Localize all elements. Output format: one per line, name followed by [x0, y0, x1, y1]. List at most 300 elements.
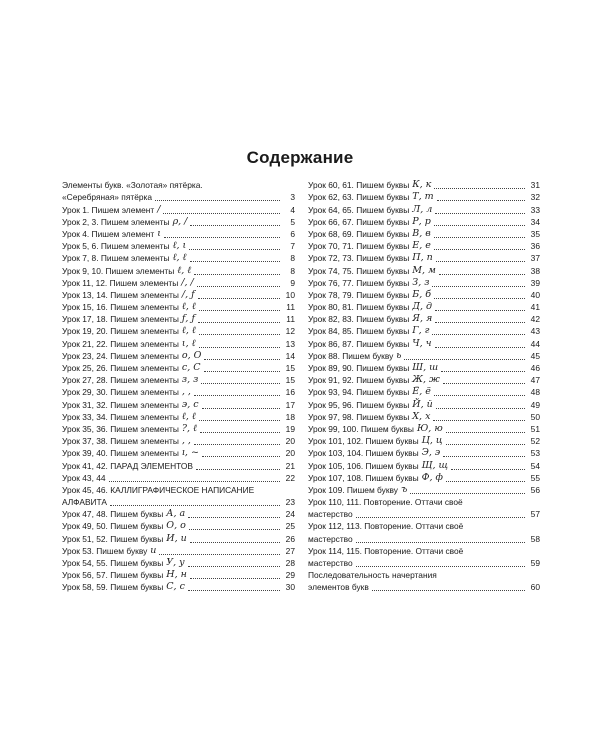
toc-entry	[62, 264, 295, 276]
toc-entry-title: Урок 19, 20. Пишем элементы	[62, 326, 179, 337]
toc-entry-title: Урок 103, 104. Пишем буквы	[308, 448, 419, 459]
toc-entry	[62, 484, 295, 496]
toc-entry-script-sample: Щ, щ	[421, 459, 448, 471]
toc-entry-script-sample: Ф, ф	[421, 471, 443, 483]
toc-entry-script-sample: Л, л	[412, 203, 433, 215]
toc-leader-dots	[439, 273, 525, 275]
toc-entry	[308, 264, 540, 276]
toc-leader-dots	[159, 553, 280, 555]
toc-entry-title: Урок 23, 24. Пишем элементы	[62, 350, 179, 361]
toc-entry-title: Урок 78, 79. Пишем буквы	[308, 289, 410, 300]
toc-entry-page-number: 55	[530, 472, 540, 483]
toc-entry-page-number: 6	[290, 228, 295, 239]
toc-entry-script-sample: Ё, ё	[412, 386, 431, 398]
toc-entry-page-number: 39	[530, 277, 540, 288]
toc-entry-page-number: 54	[530, 460, 540, 471]
toc-leader-dots	[110, 504, 280, 506]
toc-leader-dots	[436, 260, 525, 262]
toc-entry-title: Урок 107, 108. Пишем буквы	[308, 472, 419, 483]
toc-entry-script-sample: ℓ, ι	[172, 240, 187, 252]
toc-entry-script-sample: Д, д	[412, 301, 433, 313]
toc-entry	[308, 459, 540, 471]
toc-entry	[62, 337, 295, 349]
toc-entry-script-sample: Ш, ш	[412, 362, 439, 373]
toc-entry-title: мастерство	[308, 558, 353, 568]
toc-entry-script-sample: В, в	[412, 227, 431, 239]
toc-leader-dots	[443, 455, 525, 457]
toc-entry	[308, 423, 540, 435]
toc-entry	[62, 301, 295, 313]
toc-entry-page-number: 20	[285, 436, 295, 447]
toc-entry-page-number: 22	[285, 472, 295, 483]
toc-entry-page-number: 31	[530, 180, 540, 191]
toc-entry	[308, 581, 540, 593]
toc-entry-title: Урок 97, 98. Пишем буквы	[308, 411, 410, 422]
toc-entry-title: Урок 88. Пишем букву	[308, 350, 394, 361]
toc-entry-page-number: 24	[285, 509, 295, 520]
toc-leader-dots	[437, 199, 525, 201]
toc-entry-script-sample: с, С	[181, 362, 201, 373]
toc-entry-script-sample: Н, н	[166, 569, 187, 581]
toc-leader-dots	[432, 285, 525, 287]
toc-entry-page-number: 46	[530, 363, 540, 373]
toc-entry	[308, 313, 540, 325]
toc-leader-dots	[163, 212, 280, 214]
toc-entry-page-number: 7	[290, 241, 295, 252]
toc-entry-script-sample: Ц, ц	[421, 435, 443, 447]
toc-entry	[308, 350, 540, 362]
toc-entry-page-number: 20	[285, 448, 295, 459]
toc-leader-dots	[202, 455, 280, 457]
toc-entry-title: Урок 70, 71. Пишем буквы	[308, 241, 410, 252]
toc-entry-script-sample: Г, г	[412, 325, 430, 337]
toc-leader-dots	[204, 358, 280, 360]
toc-entry-page-number: 3	[290, 192, 295, 203]
toc-entry-title: Урок 105, 106. Пишем буквы	[308, 460, 419, 471]
toc-entry-title: Урок 13, 14. Пишем элементы	[62, 289, 179, 300]
toc-entry-title: Урок 56, 57. Пишем буквы	[62, 570, 164, 581]
toc-entry-script-sample: Т, т	[412, 191, 434, 203]
toc-entry-script-sample: ‚ ,	[181, 435, 191, 447]
toc-entry	[62, 459, 295, 471]
toc-entry	[62, 423, 295, 435]
toc-entry-page-number: 32	[530, 192, 540, 203]
toc-leader-dots	[109, 480, 280, 482]
toc-leader-dots	[196, 468, 280, 470]
toc-entry-script-sample: Й, й	[412, 398, 433, 410]
toc-entry	[308, 191, 540, 203]
toc-entry-page-number: 30	[285, 582, 295, 593]
toc-entry-script-sample: ƒ, ƒ	[181, 313, 195, 325]
toc-leader-dots	[164, 236, 280, 238]
toc-entry	[308, 411, 540, 423]
toc-entry-page-number: 8	[290, 253, 295, 264]
toc-entry-title: Урок 11, 12. Пишем элементы	[62, 277, 179, 288]
toc-entry-title: Урок 4. Пишем элемент	[62, 228, 155, 239]
toc-entry-title: Урок 112, 113. Повторение. Оттачи своё	[308, 521, 464, 532]
toc-entry-title: Урок 37, 38. Пишем элементы	[62, 436, 179, 447]
toc-entry-title: Урок 1. Пишем элемент	[62, 204, 155, 215]
toc-entry	[62, 532, 295, 544]
toc-entry	[62, 325, 295, 337]
toc-entry-title: Урок 95, 96. Пишем буквы	[308, 399, 410, 410]
toc-entry-script-sample: А, а	[166, 508, 186, 520]
toc-entry	[308, 289, 540, 301]
toc-entry	[62, 179, 295, 191]
toc-entry-page-number: 27	[285, 545, 295, 556]
toc-leader-dots	[410, 492, 525, 494]
toc-entry	[308, 532, 540, 544]
toc-entry-script-sample: з, з	[181, 374, 199, 386]
toc-entry-script-sample: Е, е	[412, 240, 431, 252]
toc-entry	[308, 203, 540, 215]
toc-entry-page-number: 42	[530, 314, 540, 325]
toc-entry	[308, 447, 540, 459]
toc-entry-script-sample: /, ƒ	[181, 288, 195, 300]
toc-entry-title: Урок 114, 115. Повторение. Оттачи своё	[308, 545, 464, 556]
toc-leader-dots	[197, 285, 280, 287]
toc-entry	[62, 313, 295, 325]
toc-entry-script-sample: ℓ, ℓ	[181, 410, 196, 422]
toc-entry-title: Урок 15, 16. Пишем элементы	[62, 302, 179, 313]
toc-entry	[308, 545, 540, 557]
toc-entry-script-sample: Э, э	[421, 447, 441, 459]
toc-entry-page-number: 41	[530, 302, 540, 313]
toc-entry	[62, 435, 295, 447]
toc-entry-page-number: 25	[285, 521, 295, 532]
toc-leader-dots	[446, 443, 525, 445]
toc-entry-page-number: 60	[530, 582, 540, 593]
toc-entry-title: Урок 43, 44	[62, 472, 106, 483]
toc-entry-title: Урок 101, 102. Пишем буквы	[308, 436, 419, 447]
toc-leader-dots	[404, 358, 525, 360]
toc-entry-page-number: 53	[530, 448, 540, 459]
toc-entry-script-sample: ι	[157, 227, 161, 239]
toc-leader-dots	[435, 346, 525, 348]
toc-entry-page-number: 29	[285, 570, 295, 581]
toc-entry	[308, 435, 540, 447]
toc-entry-script-sample: ℓ, ℓ	[172, 252, 187, 264]
toc-entry-title: Урок 109. Пишем букву	[308, 484, 398, 495]
toc-leader-dots	[198, 321, 280, 323]
toc-entry	[62, 386, 295, 398]
toc-leader-dots	[372, 589, 525, 591]
toc-entry-script-sample: Б, б	[412, 288, 432, 300]
toc-entry-page-number: 15	[285, 375, 295, 386]
toc-entry-script-sample: К, к	[412, 179, 432, 191]
toc-leader-dots	[436, 407, 525, 409]
toc-entry-script-sample: ℓ, ℓ	[177, 264, 192, 276]
toc-entry-page-number: 19	[285, 423, 295, 434]
toc-entry-page-number: 45	[530, 350, 540, 361]
toc-entry-script-sample: /	[157, 203, 161, 215]
toc-entry-title: элементов букв	[308, 582, 369, 593]
toc-entry-script-sample: ρ, /	[172, 215, 188, 227]
toc-entry	[62, 203, 295, 215]
toc-leader-dots	[189, 528, 280, 530]
toc-leader-dots	[443, 382, 525, 384]
toc-leader-dots	[199, 419, 280, 421]
toc-entry-script-sample: о, О	[181, 349, 202, 361]
toc-entry	[62, 581, 295, 593]
toc-entry-title: Урок 80, 81. Пишем буквы	[308, 302, 410, 313]
toc-leader-dots	[433, 419, 525, 421]
toc-leader-dots	[356, 565, 525, 567]
toc-entry-title: Урок 64, 65. Пишем буквы	[308, 204, 410, 215]
toc-entry-page-number: 48	[530, 387, 540, 398]
toc-leader-dots	[199, 346, 280, 348]
toc-leader-dots	[446, 480, 525, 482]
toc-entry-page-number: 34	[530, 216, 540, 227]
toc-entry-page-number: 52	[530, 436, 540, 447]
toc-leader-dots	[194, 394, 280, 396]
toc-entry	[62, 277, 295, 289]
toc-entry-page-number: 10	[285, 289, 295, 300]
toc-entry-title: Урок 91, 92. Пишем буквы	[308, 375, 410, 386]
toc-leader-dots	[199, 309, 280, 311]
toc-leader-dots	[434, 236, 525, 238]
toc-entry-page-number: 51	[530, 423, 540, 434]
toc-entry-page-number: 56	[530, 484, 540, 495]
toc-entry	[62, 569, 295, 581]
toc-entry-script-sample: И, и	[166, 532, 187, 544]
toc-entry-script-sample: ι, ℓ	[181, 337, 196, 349]
toc-leader-dots	[202, 407, 280, 409]
toc-entry-title: Урок 33, 34. Пишем элементы	[62, 411, 179, 422]
toc-entry-title: Урок 7, 8. Пишем элементы	[62, 253, 170, 264]
toc-entry-page-number: 28	[285, 558, 295, 568]
toc-leader-dots	[155, 199, 280, 201]
toc-entry-title: «Серебряная» пятёрка	[62, 192, 153, 203]
toc-leader-dots	[190, 224, 280, 226]
toc-entry	[62, 472, 295, 484]
toc-leader-dots	[199, 333, 280, 335]
page-title: Содержание	[246, 148, 354, 167]
toc-entry-title: Урок 110, 111. Повторение. Оттачи своё	[308, 497, 463, 508]
toc-entry	[308, 569, 540, 581]
toc-entry-title: АЛФАВИТА	[62, 497, 107, 508]
toc-leader-dots	[194, 443, 280, 445]
toc-entry-page-number: 23	[285, 497, 295, 508]
toc-leader-dots	[188, 589, 280, 591]
toc-entry-script-sample: ‚ ,	[181, 386, 191, 398]
toc-leader-dots	[434, 297, 525, 299]
toc-entry	[308, 252, 540, 264]
toc-entry-page-number: 8	[290, 265, 295, 276]
toc-entry-title: Последовательность начертания	[308, 570, 437, 581]
toc-leader-dots	[434, 187, 525, 189]
toc-entry	[62, 216, 295, 228]
toc-entry	[308, 374, 540, 386]
toc-entry	[308, 557, 540, 569]
toc-leader-dots	[188, 565, 280, 567]
toc-entry-page-number: 12	[285, 326, 295, 337]
toc-entry-script-sample: ь	[396, 349, 402, 361]
toc-entry-script-sample: П, п	[412, 252, 433, 264]
toc-leader-dots	[356, 516, 525, 518]
toc-entry	[62, 240, 295, 252]
toc-entry	[308, 301, 540, 313]
toc-entry-title: Урок 45, 46. КАЛЛИГРАФИЧЕСКОЕ НАПИСАНИЕ	[62, 484, 255, 495]
toc-leader-dots	[198, 297, 280, 299]
toc-entry-page-number: 15	[285, 363, 295, 373]
toc-entry-script-sample: ℓ, ℓ	[181, 325, 196, 337]
toc-entry-title: Урок 31, 32. Пишем элементы	[62, 399, 179, 410]
toc-entry	[62, 447, 295, 459]
toc-entry	[308, 240, 540, 252]
toc-entry-title: Элементы букв. «Золотая» пятёрка.	[62, 180, 203, 191]
toc-entry	[62, 411, 295, 423]
toc-entry-script-sample: Ю, ю	[416, 422, 443, 434]
toc-entry-title: Урок 93, 94. Пишем буквы	[308, 387, 410, 398]
toc-entry-title: Урок 82, 83. Пишем буквы	[308, 314, 410, 325]
toc-entry-title: Урок 25, 26. Пишем элементы	[62, 363, 179, 373]
toc-entry-script-sample: Ж, ж	[412, 374, 440, 386]
toc-entry-page-number: 11	[286, 314, 295, 325]
toc-entry	[62, 520, 295, 532]
toc-entry-title: Урок 86, 87. Пишем буквы	[308, 338, 410, 349]
toc-entry-page-number: 11	[286, 302, 295, 313]
toc-entry-script-sample: О, о	[166, 520, 186, 532]
toc-leader-dots	[432, 333, 525, 335]
toc-entry-title: Урок 9, 10. Пишем элементы	[62, 265, 175, 276]
toc-leader-dots	[435, 309, 525, 311]
toc-entry-page-number: 40	[530, 289, 540, 300]
toc-entry-page-number: 36	[530, 241, 540, 252]
toc-entry	[308, 508, 540, 520]
toc-entry	[62, 252, 295, 264]
toc-entry-page-number: 44	[530, 338, 540, 349]
toc-entry-page-number: 58	[530, 533, 540, 544]
toc-leader-dots	[190, 577, 280, 579]
toc-entry-title: Урок 66, 67. Пишем буквы	[308, 216, 410, 227]
toc-entry-title: Урок 99, 100. Пишем буквы	[308, 423, 414, 434]
toc-entry-title: мастерство	[308, 509, 353, 520]
toc-entry	[62, 508, 295, 520]
toc-entry-page-number: 57	[530, 509, 540, 520]
toc-entry-title: Урок 39, 40. Пишем элементы	[62, 448, 179, 459]
toc-entry-title: Урок 47, 48. Пишем буквы	[62, 509, 164, 520]
toc-entry-page-number: 59	[530, 558, 540, 568]
toc-leader-dots	[189, 248, 280, 250]
toc-entry	[308, 484, 540, 496]
toc-right-column	[308, 179, 540, 593]
toc-entry-page-number: 13	[285, 338, 295, 349]
toc-entry-title: Урок 84, 85. Пишем буквы	[308, 326, 410, 337]
toc-entry-script-sample: З, з	[412, 276, 430, 288]
toc-leader-dots	[435, 321, 525, 323]
toc-entry-page-number: 26	[285, 533, 295, 544]
toc-entry-script-sample: У, у	[166, 557, 185, 568]
toc-left-column	[62, 179, 295, 593]
toc-leader-dots	[200, 431, 280, 433]
toc-entry-title: Урок 29, 30. Пишем элементы	[62, 387, 179, 398]
toc-entry	[62, 496, 295, 508]
toc-leader-dots	[194, 273, 280, 275]
toc-entry	[308, 496, 540, 508]
toc-entry-script-sample: э, с	[181, 398, 199, 410]
toc-leader-dots	[434, 394, 525, 396]
toc-entry-title: Урок 53. Пишем букву	[62, 545, 148, 556]
toc-leader-dots	[435, 212, 525, 214]
toc-entry-page-number: 18	[285, 411, 295, 422]
toc-entry-title: Урок 51, 52. Пишем буквы	[62, 533, 164, 544]
toc-entry-title: Урок 54, 55. Пишем буквы	[62, 558, 164, 568]
toc-entry	[308, 216, 540, 228]
toc-entry-page-number: 43	[530, 326, 540, 337]
toc-leader-dots	[190, 541, 280, 543]
toc-entry-script-sample: и	[150, 544, 157, 556]
toc-entry	[62, 289, 295, 301]
toc-entry-title: Урок 72, 73. Пишем буквы	[308, 253, 410, 264]
toc-leader-dots	[201, 382, 280, 384]
toc-entry	[308, 337, 540, 349]
toc-leader-dots	[188, 516, 280, 518]
toc-entry-page-number: 47	[530, 375, 540, 386]
toc-entry-page-number: 50	[530, 411, 540, 422]
toc-entry	[62, 545, 295, 557]
toc-entry-title: Урок 35, 36. Пишем элементы	[62, 423, 179, 434]
toc-entry-title: Урок 27, 28. Пишем элементы	[62, 375, 179, 386]
toc-entry-title: Урок 49, 50. Пишем буквы	[62, 521, 164, 532]
toc-leader-dots	[434, 224, 525, 226]
toc-entry-page-number: 17	[285, 399, 295, 410]
toc-entry	[62, 398, 295, 410]
toc-entry-page-number: 14	[285, 350, 295, 361]
toc-entry	[308, 362, 540, 374]
toc-entry	[308, 520, 540, 532]
toc-entry-script-sample: ℓ, ℓ	[181, 301, 196, 313]
toc-entry	[62, 362, 295, 374]
toc-entry-page-number: 38	[530, 265, 540, 276]
toc-entry-title: Урок 17, 18. Пишем элементы	[62, 314, 179, 325]
toc-leader-dots	[356, 541, 525, 543]
toc-entry-script-sample: /, /	[181, 276, 194, 288]
toc-entry-page-number: 5	[290, 216, 295, 227]
toc-entry-title: Урок 89, 90. Пишем буквы	[308, 363, 410, 373]
toc-entry-script-sample: ı, ~	[181, 447, 199, 459]
toc-entry	[62, 350, 295, 362]
toc-entry-script-sample: ъ	[400, 483, 408, 495]
toc-entry-title: Урок 62, 63. Пишем буквы	[308, 192, 410, 203]
toc-entry-page-number: 4	[290, 204, 295, 215]
toc-entry-page-number: 16	[285, 387, 295, 398]
toc-entry-title: Урок 2, 3. Пишем элементы	[62, 216, 170, 227]
toc-entry-script-sample: Х, х	[412, 410, 431, 422]
toc-entry	[308, 325, 540, 337]
toc-leader-dots	[441, 370, 525, 372]
toc-entry-title: Урок 68, 69. Пишем буквы	[308, 228, 410, 239]
toc-entry-page-number: 49	[530, 399, 540, 410]
toc-entry-title: Урок 21, 22. Пишем элементы	[62, 338, 179, 349]
toc-leader-dots	[434, 248, 525, 250]
toc-entry-page-number: 35	[530, 228, 540, 239]
toc-entry	[308, 228, 540, 240]
toc-entry	[62, 374, 295, 386]
toc-entry-script-sample: С, с	[166, 581, 185, 593]
toc-entry	[308, 472, 540, 484]
toc-entry-script-sample: ?, ℓ	[181, 422, 197, 434]
toc-entry-script-sample: Ч, ч	[412, 337, 432, 349]
toc-entry-title: Урок 41, 42. ПАРАД ЭЛЕМЕНТОВ	[62, 460, 193, 471]
toc-entry	[308, 386, 540, 398]
toc-entry-title: Урок 60, 61. Пишем буквы	[308, 180, 410, 191]
toc-entry	[62, 557, 295, 569]
toc-entry-script-sample: Я, я	[412, 313, 433, 325]
toc-entry-title: Урок 76, 77. Пишем буквы	[308, 277, 410, 288]
toc-entry-title: Урок 5, 6. Пишем элементы	[62, 241, 170, 252]
toc-entry	[62, 228, 295, 240]
